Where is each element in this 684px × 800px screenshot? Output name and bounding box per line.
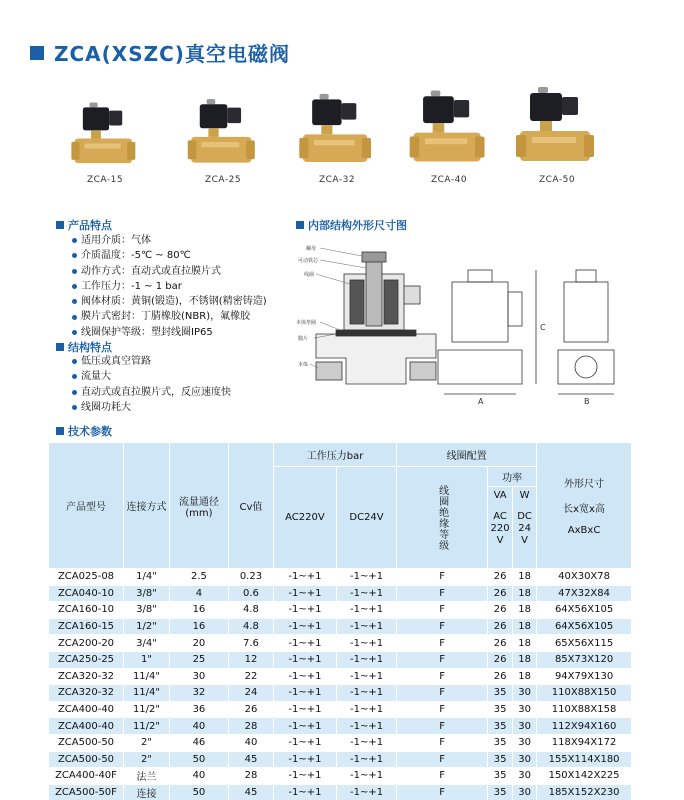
structure-list xyxy=(72,354,231,415)
table-cell: -1~+1 xyxy=(336,734,396,751)
coil-wire-left xyxy=(350,280,364,324)
coil-wire-right xyxy=(384,280,398,324)
table-cell: 36 xyxy=(169,701,228,718)
table-cell: 3/8" xyxy=(124,585,170,602)
product-gallery xyxy=(60,85,620,195)
table-cell: 2" xyxy=(124,734,170,751)
table-cell: 2.5 xyxy=(169,569,228,586)
table-cell: 18 xyxy=(513,569,537,586)
product-label: ZCA-50 xyxy=(538,175,576,185)
table-cell: 85X73X120 xyxy=(537,651,632,668)
bullet-dot-icon xyxy=(72,315,77,320)
cross-section-drawing xyxy=(316,252,436,384)
table-row xyxy=(49,718,632,735)
product-label: ZCA-40 xyxy=(430,175,468,185)
table-cell: 110X88X158 xyxy=(537,701,632,718)
label-diaphragm: 膜片 xyxy=(298,336,309,342)
side-view-drawing xyxy=(558,270,614,394)
table-cell: 18 xyxy=(513,668,537,685)
table-row xyxy=(49,602,632,619)
table-cell: 45 xyxy=(228,784,273,800)
table-cell: 4 xyxy=(169,585,228,602)
valve-image-icon xyxy=(178,85,268,173)
product-item xyxy=(178,85,268,195)
th-dc24 xyxy=(336,467,396,569)
table-cell: 35 xyxy=(488,734,513,751)
diagram-heading xyxy=(296,217,407,233)
side-nut xyxy=(576,270,596,282)
table-cell: 64X56X105 xyxy=(537,602,632,619)
table-cell: 26 xyxy=(488,618,513,635)
features-list xyxy=(72,233,267,340)
table-cell: 30 xyxy=(513,784,537,800)
table-cell: F xyxy=(397,784,488,800)
bullet-square-icon xyxy=(296,221,304,229)
table-cell: 26 xyxy=(488,569,513,586)
structure-item xyxy=(72,385,231,400)
table-cell: 24 xyxy=(228,685,273,702)
table-cell: 30 xyxy=(513,751,537,768)
front-view-drawing xyxy=(438,270,536,394)
connector xyxy=(404,286,420,304)
table-cell: 18 xyxy=(513,602,537,619)
table-cell: 118X94X172 xyxy=(537,734,632,751)
feature-item-text: 介质温度：-5℃ ~ 80℃ xyxy=(81,250,191,262)
table-cell: 40X30X78 xyxy=(537,569,632,586)
table-cell: 50 xyxy=(169,751,228,768)
table-cell: 11/4" xyxy=(124,685,170,702)
label-coil: 线圈 xyxy=(304,272,315,278)
plunger xyxy=(366,260,382,326)
table-cell: 11/2" xyxy=(124,701,170,718)
table-cell: 12 xyxy=(228,651,273,668)
table-cell: ZCA025-08 xyxy=(49,569,124,586)
th-insulation-text: 线圈绝缘等级 xyxy=(436,484,448,551)
page-title xyxy=(30,38,290,67)
table-cell: F xyxy=(397,718,488,735)
th-connect xyxy=(124,443,170,569)
table-row xyxy=(49,784,632,800)
table-cell: -1~+1 xyxy=(336,585,396,602)
feature-item-text: 线圈保护等级：塑封线圈IP65 xyxy=(81,326,213,338)
table-cell: F xyxy=(397,701,488,718)
table-cell: -1~+1 xyxy=(273,701,336,718)
table-cell: -1~+1 xyxy=(336,701,396,718)
table-cell: 112X94X160 xyxy=(537,718,632,735)
th-size-1: 长x宽x高 xyxy=(563,504,605,515)
feature-item-text: 工作压力：-1 ~ 1 bar xyxy=(81,280,182,292)
table-cell: ZCA500-50F xyxy=(49,784,124,800)
table-cell: 185X152X230 xyxy=(537,784,632,800)
th-ac-v-1: AC xyxy=(493,511,507,522)
table-cell: -1~+1 xyxy=(336,651,396,668)
table-cell: 26 xyxy=(488,635,513,652)
front-coil xyxy=(452,282,508,342)
table-cell: -1~+1 xyxy=(273,718,336,735)
th-coil xyxy=(397,443,537,467)
table-cell: 35 xyxy=(488,751,513,768)
structure-item-text: 流量大 xyxy=(81,371,111,383)
th-cv-text: Cv值 xyxy=(239,502,263,513)
th-size xyxy=(537,443,632,569)
table-cell: 0.6 xyxy=(228,585,273,602)
table-cell: 26 xyxy=(488,585,513,602)
table-cell: 1/4" xyxy=(124,569,170,586)
valve-image-icon xyxy=(60,85,150,173)
table-cell: -1~+1 xyxy=(336,768,396,785)
th-size-2: AxBxC xyxy=(567,525,601,536)
front-connector xyxy=(508,292,522,326)
structure-item-text: 直动式或直拉膜片式，反应速度快 xyxy=(81,386,231,398)
table-cell: 25 xyxy=(169,651,228,668)
table-cell: ZCA400-40 xyxy=(49,718,124,735)
feature-item-text: 膜片式密封：丁腈橡胶(NBR)，氟橡胶 xyxy=(81,311,251,323)
table-cell: F xyxy=(397,635,488,652)
table-cell: 1/2" xyxy=(124,618,170,635)
table-cell: F xyxy=(397,734,488,751)
bullet-dot-icon xyxy=(72,390,77,395)
table-cell: -1~+1 xyxy=(336,784,396,800)
th-pressure-text: 工作压力bar xyxy=(306,451,364,462)
bullet-dot-icon xyxy=(72,253,77,258)
feature-item xyxy=(72,309,267,324)
table-cell: 3/8" xyxy=(124,602,170,619)
label-nut: 螺母 xyxy=(306,246,317,252)
table-cell: 35 xyxy=(488,685,513,702)
table-cell: -1~+1 xyxy=(273,635,336,652)
table-row xyxy=(49,768,632,785)
label-plunger: 可动铁芯 xyxy=(298,258,319,264)
product-item xyxy=(292,85,382,195)
table-cell: ZCA160-15 xyxy=(49,618,124,635)
table-cell: -1~+1 xyxy=(336,751,396,768)
table-cell: F xyxy=(397,668,488,685)
table-cell: 18 xyxy=(513,585,537,602)
table-row xyxy=(49,685,632,702)
table-cell: -1~+1 xyxy=(336,602,396,619)
table-cell: ZCA160-10 xyxy=(49,602,124,619)
table-cell: F xyxy=(397,685,488,702)
table-cell: 11/2" xyxy=(124,718,170,735)
table-cell: 28 xyxy=(228,718,273,735)
spec-table xyxy=(48,442,632,800)
table-cell: 40 xyxy=(169,718,228,735)
bullet-dot-icon xyxy=(72,359,77,364)
feature-item-text: 动作方式：直动式或直拉膜片式 xyxy=(81,265,221,277)
table-cell: -1~+1 xyxy=(273,668,336,685)
table-cell: F xyxy=(397,602,488,619)
table-cell: 30 xyxy=(513,685,537,702)
table-cell: -1~+1 xyxy=(336,718,396,735)
structure-heading-text: 结构特点 xyxy=(68,341,112,354)
table-cell: ZCA200-20 xyxy=(49,635,124,652)
bullet-dot-icon xyxy=(72,269,77,274)
title-text: ZCA(XSZC)真空电磁阀 xyxy=(54,42,290,66)
table-cell: 150X142X225 xyxy=(537,768,632,785)
table-cell: 45 xyxy=(228,751,273,768)
table-cell: 35 xyxy=(488,701,513,718)
side-port xyxy=(575,356,597,378)
table-cell: -1~+1 xyxy=(336,668,396,685)
table-cell: 28 xyxy=(228,768,273,785)
table-cell: ZCA320-32 xyxy=(49,668,124,685)
th-dc24-text: DC24V xyxy=(349,512,384,523)
table-cell: ZCA320-32 xyxy=(49,685,124,702)
table-cell: 35 xyxy=(488,768,513,785)
feature-item xyxy=(72,264,267,279)
table-cell: ZCA040-10 xyxy=(49,585,124,602)
table-row xyxy=(49,734,632,751)
table-row xyxy=(49,701,632,718)
table-row xyxy=(49,585,632,602)
table-cell: 16 xyxy=(169,618,228,635)
th-power xyxy=(488,467,537,487)
table-cell: ZCA400-40F xyxy=(49,768,124,785)
table-row xyxy=(49,635,632,652)
table-cell: -1~+1 xyxy=(273,734,336,751)
bullet-dot-icon xyxy=(72,284,77,289)
table-cell: 32 xyxy=(169,685,228,702)
table-cell: ZCA400-40 xyxy=(49,701,124,718)
table-cell: 20 xyxy=(169,635,228,652)
valve-image-icon xyxy=(404,85,494,173)
title-square-icon xyxy=(30,46,44,60)
table-cell: -1~+1 xyxy=(273,651,336,668)
bullet-dot-icon xyxy=(72,238,77,243)
table-cell: 1" xyxy=(124,651,170,668)
structure-diagram xyxy=(296,234,626,414)
outlet-port xyxy=(410,362,436,380)
table-cell: -1~+1 xyxy=(273,569,336,586)
structure-item xyxy=(72,369,231,384)
table-cell: F xyxy=(397,651,488,668)
table-cell: -1~+1 xyxy=(336,635,396,652)
tech-heading xyxy=(56,423,112,439)
table-cell: -1~+1 xyxy=(273,768,336,785)
th-ac-v-2: 220 xyxy=(490,523,510,534)
table-cell: -1~+1 xyxy=(273,585,336,602)
th-model-text: 产品型号 xyxy=(66,502,106,513)
table-cell: 4.8 xyxy=(228,618,273,635)
product-label: ZCA-15 xyxy=(86,175,124,185)
table-cell: 30 xyxy=(513,734,537,751)
feature-item xyxy=(72,248,267,263)
table-cell: 26 xyxy=(228,701,273,718)
feature-item xyxy=(72,325,267,340)
bullet-square-icon xyxy=(56,427,64,435)
structure-item xyxy=(72,354,231,369)
th-w-text: W xyxy=(519,490,530,501)
features-heading xyxy=(56,217,112,233)
table-cell: 26 xyxy=(488,651,513,668)
table-cell: 110X88X150 xyxy=(537,685,632,702)
th-orifice-text: 流量通径 xyxy=(178,496,219,508)
table-cell: 40 xyxy=(228,734,273,751)
label-body-gasket: 本体垫圈 xyxy=(296,320,317,326)
front-body xyxy=(438,350,522,384)
th-ac220-text: AC220V xyxy=(285,512,325,523)
valve-image-icon xyxy=(512,85,602,173)
table-cell: -1~+1 xyxy=(273,751,336,768)
feature-item-text: 适用介质：气体 xyxy=(81,235,151,246)
table-cell: 47X32X84 xyxy=(537,585,632,602)
bullet-dot-icon xyxy=(72,299,77,304)
table-cell: -1~+1 xyxy=(273,784,336,800)
table-cell: -1~+1 xyxy=(273,602,336,619)
th-connect-text: 连接方式 xyxy=(126,502,167,513)
table-cell: 11/4" xyxy=(124,668,170,685)
product-item xyxy=(404,85,494,195)
table-cell: F xyxy=(397,569,488,586)
th-pressure xyxy=(273,443,396,467)
table-cell: 3/4" xyxy=(124,635,170,652)
table-cell: 18 xyxy=(513,618,537,635)
th-cv xyxy=(228,443,273,569)
spec-table-body xyxy=(49,569,632,800)
nut xyxy=(362,252,386,262)
dim-c-label: C xyxy=(540,323,546,332)
table-cell: 46 xyxy=(169,734,228,751)
th-ac220 xyxy=(273,467,336,569)
th-va-text: VA xyxy=(493,490,507,501)
bullet-dot-icon xyxy=(72,330,77,335)
table-cell: -1~+1 xyxy=(273,685,336,702)
feature-item xyxy=(72,294,267,309)
table-cell: 30 xyxy=(513,701,537,718)
table-cell: 0.23 xyxy=(228,569,273,586)
table-cell: F xyxy=(397,751,488,768)
table-cell: 26 xyxy=(488,668,513,685)
product-item xyxy=(512,85,602,195)
th-size-text: 外形尺寸 xyxy=(564,479,605,490)
dim-b-label: B xyxy=(584,397,590,406)
th-orifice-unit: (mm) xyxy=(185,507,213,519)
valve-image-icon xyxy=(292,85,382,173)
table-row xyxy=(49,651,632,668)
th-insulation xyxy=(397,467,488,569)
table-cell: 连接 xyxy=(124,784,170,800)
tech-heading-text: 技术参数 xyxy=(68,425,112,438)
table-cell: 4.8 xyxy=(228,602,273,619)
table-cell: F xyxy=(397,585,488,602)
th-orifice xyxy=(169,443,228,569)
bullet-dot-icon xyxy=(72,405,77,410)
product-item xyxy=(60,85,150,195)
table-cell: F xyxy=(397,768,488,785)
th-dc-v-3: V xyxy=(521,535,528,546)
feature-item xyxy=(72,279,267,294)
structure-item xyxy=(72,400,231,415)
structure-item-text: 线圈功耗大 xyxy=(81,401,131,413)
th-w xyxy=(513,487,537,569)
table-cell: 2" xyxy=(124,751,170,768)
label-body: 本体 xyxy=(298,362,309,368)
front-nut xyxy=(468,270,492,282)
table-cell: 155X114X180 xyxy=(537,751,632,768)
th-dc-v-2: 24 xyxy=(518,523,531,534)
table-cell: 35 xyxy=(488,718,513,735)
diaphragm xyxy=(336,330,416,336)
table-cell: 35 xyxy=(488,784,513,800)
bullet-square-icon xyxy=(56,221,64,229)
table-cell: 22 xyxy=(228,668,273,685)
table-cell: 94X79X130 xyxy=(537,668,632,685)
table-cell: F xyxy=(397,618,488,635)
table-row xyxy=(49,618,632,635)
table-cell: 法兰 xyxy=(124,768,170,785)
table-cell: -1~+1 xyxy=(336,618,396,635)
table-cell: ZCA500-50 xyxy=(49,751,124,768)
table-cell: 18 xyxy=(513,651,537,668)
table-cell: 16 xyxy=(169,602,228,619)
th-va xyxy=(488,487,513,569)
th-ac-v-3: V xyxy=(496,535,504,546)
bullet-square-icon xyxy=(56,343,64,351)
side-body xyxy=(558,350,614,384)
table-cell: 18 xyxy=(513,635,537,652)
th-coil-text: 线圈配置 xyxy=(446,451,487,462)
product-label: ZCA-32 xyxy=(318,175,356,185)
side-coil xyxy=(564,282,608,342)
table-cell: 30 xyxy=(513,768,537,785)
table-cell: -1~+1 xyxy=(336,685,396,702)
structure-heading xyxy=(56,339,112,355)
table-cell: 64X56X105 xyxy=(537,618,632,635)
table-cell: -1~+1 xyxy=(273,618,336,635)
dim-a-label: A xyxy=(478,397,484,406)
features-heading-text: 产品特点 xyxy=(68,219,112,232)
th-dc-v-1: DC xyxy=(517,511,532,522)
table-cell: 50 xyxy=(169,784,228,800)
table-cell: 65X56X115 xyxy=(537,635,632,652)
table-row xyxy=(49,569,632,586)
diagram-heading-text: 内部结构外形尺寸图 xyxy=(308,219,407,232)
table-cell: 7.6 xyxy=(228,635,273,652)
table-cell: ZCA250-25 xyxy=(49,651,124,668)
table-cell: -1~+1 xyxy=(336,569,396,586)
table-cell: 26 xyxy=(488,602,513,619)
table-row xyxy=(49,668,632,685)
table-cell: 40 xyxy=(169,768,228,785)
structure-item-text: 低压或真空管路 xyxy=(81,356,151,367)
feature-item xyxy=(72,233,267,248)
th-power-text: 功率 xyxy=(502,473,523,484)
product-label: ZCA-25 xyxy=(204,175,242,185)
inlet-port xyxy=(316,362,342,380)
table-row xyxy=(49,751,632,768)
th-model xyxy=(49,443,124,569)
table-cell: 30 xyxy=(169,668,228,685)
table-cell: ZCA500-50 xyxy=(49,734,124,751)
table-cell: 30 xyxy=(513,718,537,735)
bullet-dot-icon xyxy=(72,374,77,379)
feature-item-text: 阀体材质：黄铜(锻造)，不锈钢(精密铸造) xyxy=(81,296,267,308)
